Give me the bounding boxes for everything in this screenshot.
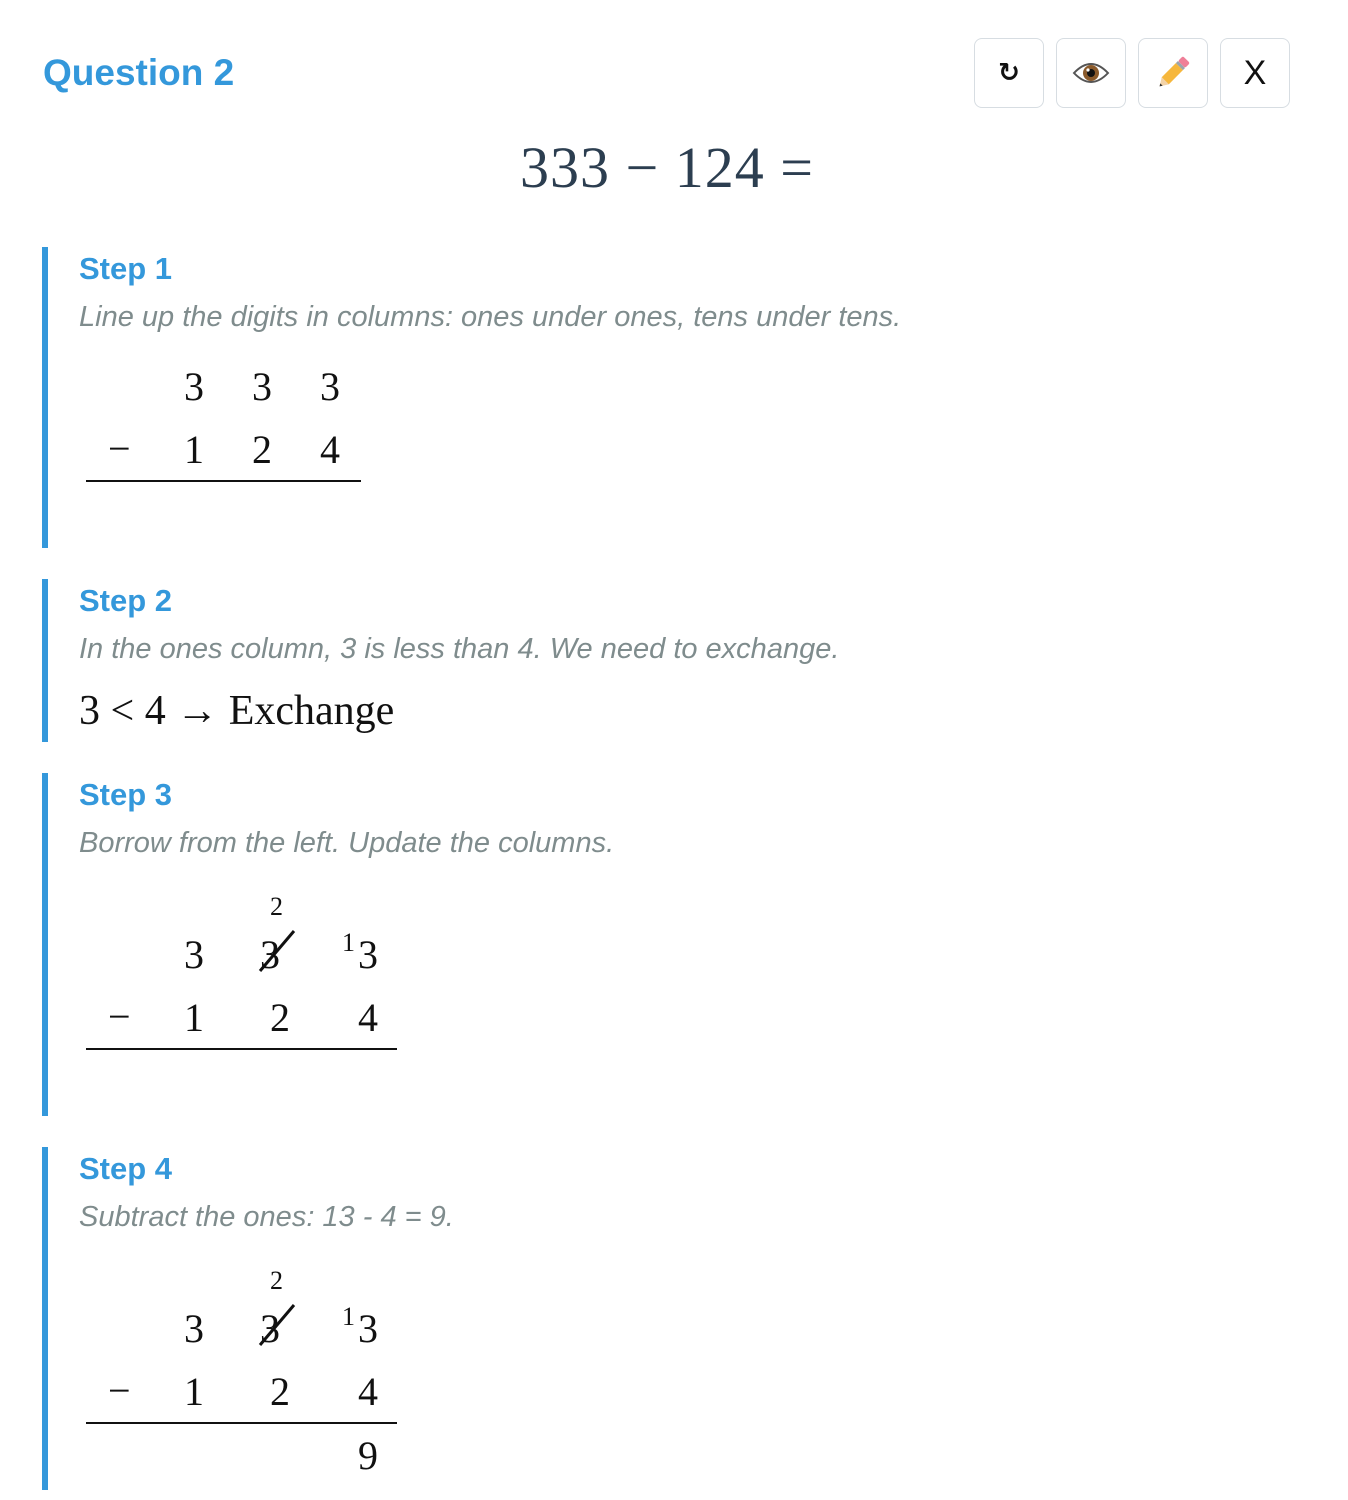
tens-new-digit: 2 (270, 892, 283, 921)
top-hundreds-digit: 3 (184, 1306, 204, 1351)
step-title: Step 3 (79, 777, 173, 812)
eye-icon (1071, 58, 1111, 88)
step-title: Step 4 (79, 1151, 173, 1186)
top-tens-digit-crossed: 3 (260, 932, 280, 977)
step-description: In the ones column, 3 is less than 4. We need to exchange. (79, 633, 840, 665)
bottom-hundreds-digit: 1 (184, 427, 204, 472)
tens-new-digit: 2 (270, 1266, 283, 1295)
main-equation: 333 − 124 = (520, 135, 814, 200)
bottom-tens-digit: 2 (252, 427, 272, 472)
step-description: Subtract the ones: 13 - 4 = 9. (79, 1201, 454, 1233)
result-ones-digit: 9 (358, 1433, 378, 1478)
refresh-button[interactable] (974, 38, 1044, 108)
question-title: Question 2 (43, 52, 235, 93)
top-ones-digit: 3 (358, 932, 378, 977)
step-2 (42, 579, 1308, 742)
ones-carry-digit: 1 (342, 1302, 355, 1331)
bottom-hundreds-digit: 1 (184, 995, 204, 1040)
step-title: Step 2 (79, 583, 173, 618)
exchange-expression (79, 687, 394, 735)
sum-line (86, 1048, 397, 1050)
minus-sign: − (108, 1368, 131, 1413)
top-tens-digit: 3 (252, 364, 272, 409)
top-hundreds-digit: 3 (184, 364, 204, 409)
bottom-ones-digit: 4 (358, 995, 378, 1040)
reveal-button[interactable] (1056, 38, 1126, 108)
minus-sign: − (108, 426, 131, 471)
expr-left: 3 (79, 688, 100, 734)
edit-button[interactable] (1138, 38, 1208, 108)
close-icon: X (1243, 53, 1267, 92)
top-tens-digit-crossed: 3 (260, 1306, 280, 1351)
ones-carry-digit: 1 (342, 928, 355, 957)
step-title: Step 1 (79, 251, 173, 286)
refresh-icon: ↻ (998, 58, 1020, 88)
bottom-hundreds-digit: 1 (184, 1369, 204, 1414)
step-description: Line up the digits in columns: ones under ones, tens under tens. (79, 301, 902, 333)
bottom-ones-digit: 4 (320, 427, 340, 472)
step-1 (42, 247, 1308, 548)
bottom-ones-digit: 4 (358, 1369, 378, 1414)
step-4 (42, 1147, 1308, 1490)
sum-line (86, 1422, 397, 1424)
close-button[interactable] (1220, 38, 1290, 108)
sum-line (86, 480, 361, 482)
pencil-icon (1152, 52, 1194, 94)
expr-right: 4 (144, 688, 166, 734)
bottom-tens-digit: 2 (270, 1369, 290, 1414)
top-ones-digit: 3 (358, 1306, 378, 1351)
expr-less-than: < (110, 688, 135, 734)
top-ones-digit: 3 (320, 364, 340, 409)
arrow-icon: → (176, 688, 219, 734)
minus-sign: − (108, 994, 131, 1039)
step-3 (42, 773, 1308, 1116)
bottom-tens-digit: 2 (270, 995, 290, 1040)
step-description: Borrow from the left. Update the columns. (79, 827, 615, 859)
strike-mark (254, 925, 298, 975)
strike-mark (254, 1299, 298, 1349)
expr-word: Exchange (228, 688, 395, 734)
top-hundreds-digit: 3 (184, 932, 204, 977)
